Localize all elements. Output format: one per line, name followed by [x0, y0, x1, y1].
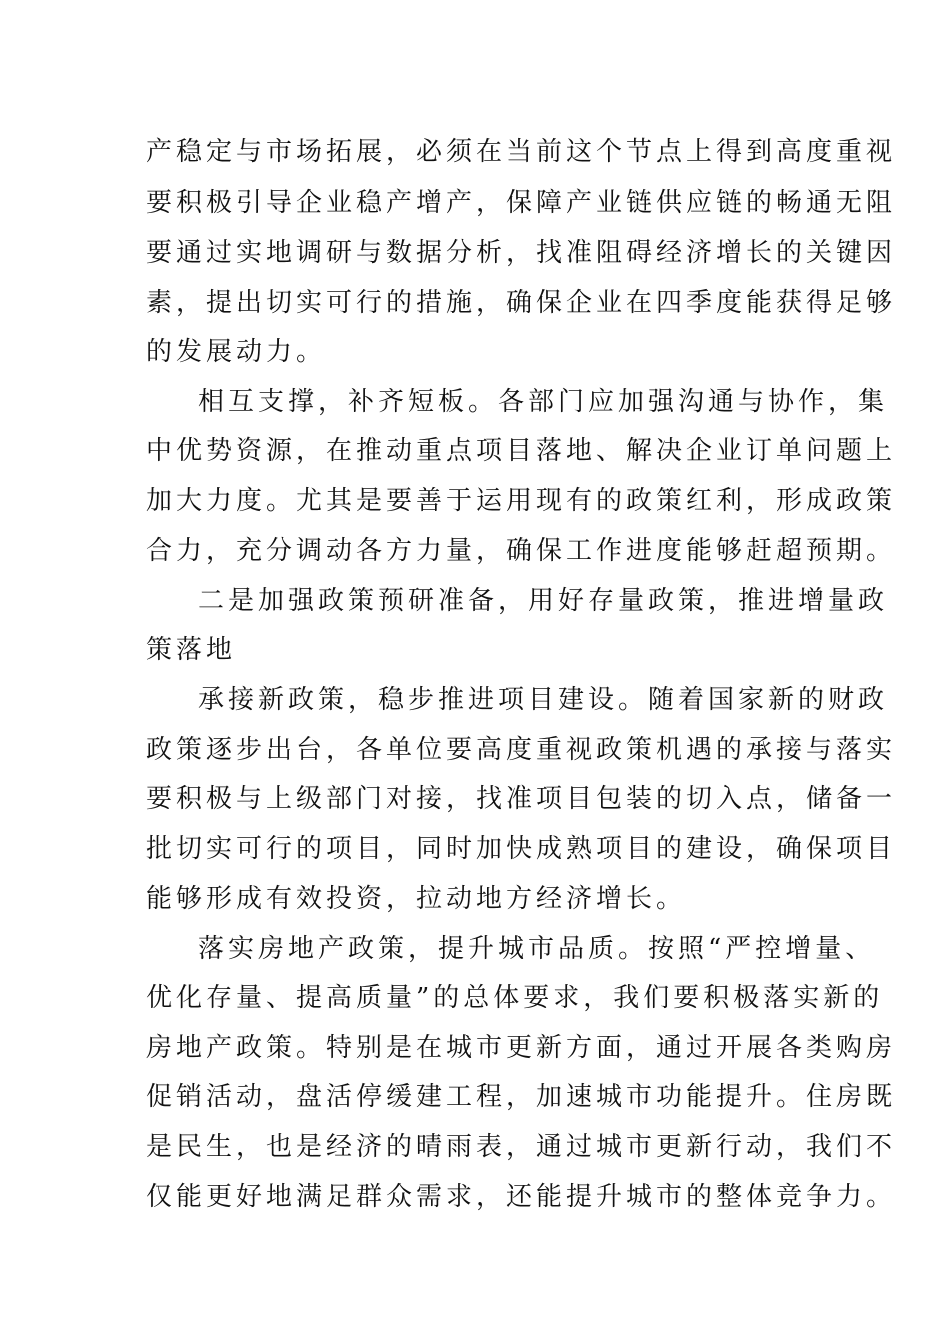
text-line: 能够形成有效投资，拉动地方经济增长。	[146, 884, 687, 914]
text-line: 房地产政策。特别是在城市更新方面，通过开展各类购房	[146, 1033, 897, 1063]
text-line: 的发展动力。	[146, 337, 327, 367]
paragraph-first-line: 落实房地产政策，提升城市品质。按照“严控增量、	[198, 934, 876, 964]
paragraph-first-line: 承接新政策，稳步推进项目建设。随着国家新的财政	[198, 685, 889, 715]
text-line: 中优势资源，在推动重点项目落地、解决企业订单问题上	[146, 436, 897, 466]
text-line: 合力，充分调动各方力量，确保工作进度能够赶超预期。	[146, 536, 897, 566]
text-line: 要积极引导企业稳产增产，保障产业链供应链的畅通无阻	[146, 188, 897, 218]
text-line: 产稳定与市场拓展，必须在当前这个节点上得到高度重视	[146, 137, 897, 167]
section-heading-line: 策落地	[146, 635, 237, 665]
text-line: 优化存量、提高质量”的总体要求，我们要积极落实新的	[146, 983, 884, 1013]
text-line: 批切实可行的项目，同时加快成熟项目的建设，确保项目	[146, 834, 897, 864]
text-line: 仅能更好地满足群众需求，还能提升城市的整体竞争力。	[146, 1182, 897, 1212]
text-line: 促销活动，盘活停缓建工程，加速城市功能提升。住房既	[146, 1082, 897, 1112]
text-line: 要通过实地调研与数据分析，找准阻碍经济增长的关键因	[146, 238, 897, 268]
paragraph-first-line: 相互支撑，补齐短板。各部门应加强沟通与协作，集	[198, 387, 889, 417]
text-line: 素，提出切实可行的措施，确保企业在四季度能获得足够	[146, 288, 897, 318]
text-line: 加大力度。尤其是要善于运用现有的政策红利，形成政策	[146, 486, 897, 516]
text-line: 要积极与上级部门对接，找准项目包装的切入点，储备一	[146, 784, 897, 814]
text-line: 是民生，也是经济的晴雨表，通过城市更新行动，我们不	[146, 1132, 897, 1162]
text-line: 政策逐步出台，各单位要高度重视政策机遇的承接与落实	[146, 735, 897, 765]
section-heading-line: 二是加强政策预研准备，用好存量政策，推进增量政	[198, 586, 889, 616]
